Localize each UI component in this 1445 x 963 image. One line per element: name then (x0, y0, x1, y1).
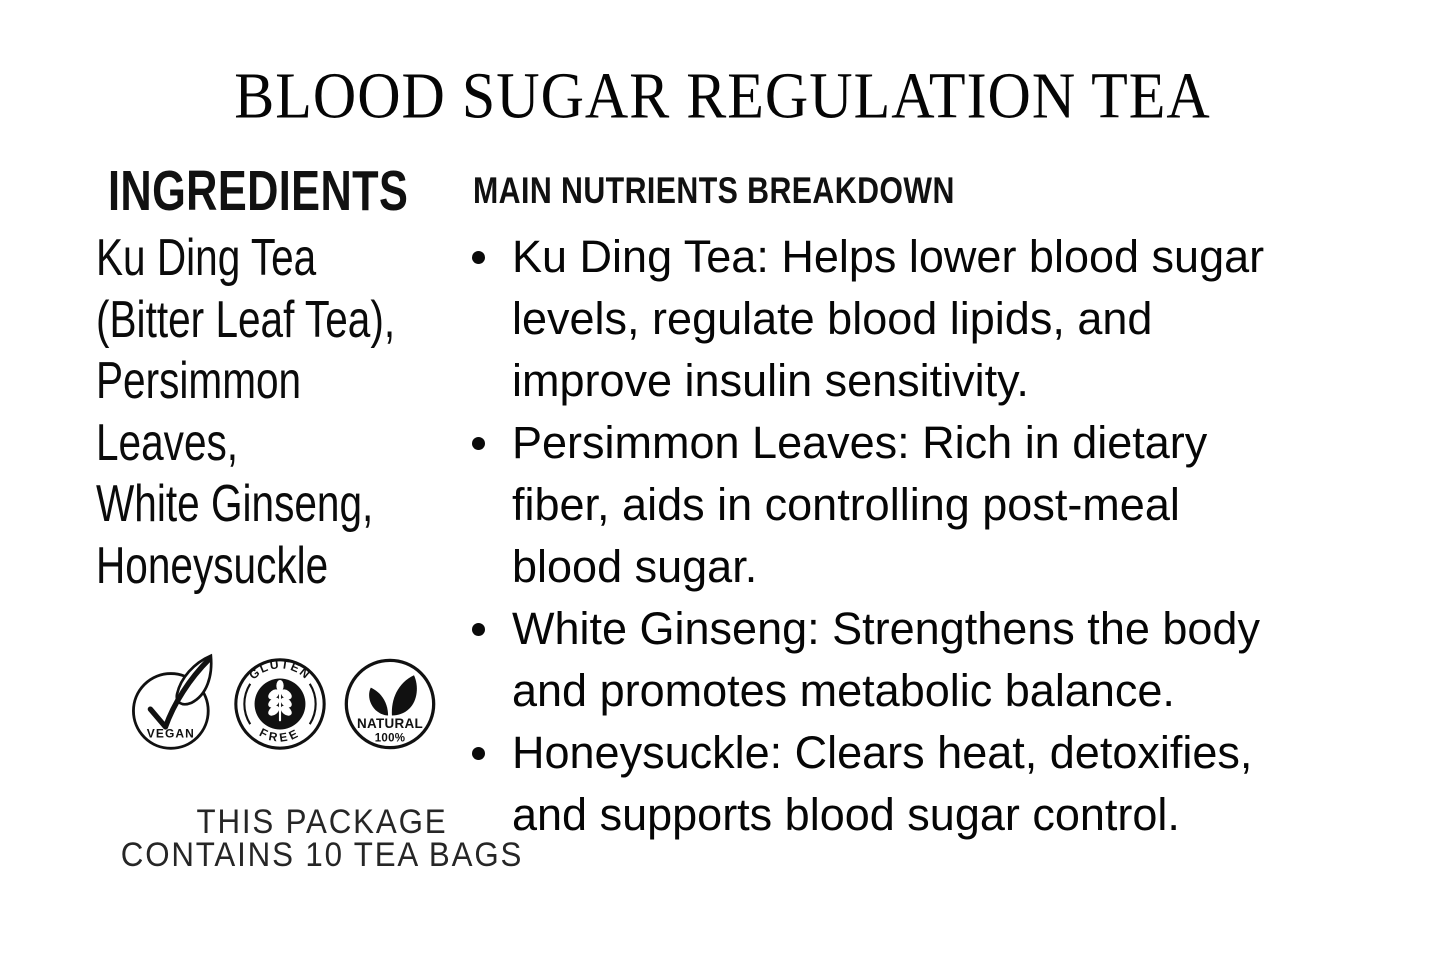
nutrients-list (466, 226, 1292, 846)
package-note-line: CONTAINS 10 TEA BAGS (120, 836, 524, 874)
natural-badge-icon (342, 656, 438, 752)
ingredient-line: Honeysuckle (96, 536, 329, 595)
gluten-free-badge-bottom-label: FREE (257, 725, 303, 745)
ingredients-heading: INGREDIENTS (108, 159, 409, 223)
gluten-free-badge-icon (232, 656, 328, 752)
vegan-badge-label: VEGAN (146, 726, 195, 741)
ingredient-line: Persimmon (96, 352, 302, 410)
nutrient-item: Persimmon Leaves: Rich in dietary fiber, aids in controlling post-meal blood sugar. (466, 412, 1292, 598)
leaves-icon (369, 675, 417, 715)
ingredients-list (96, 228, 395, 597)
nutrient-item: White Ginseng: Strengthens the body and promotes metabolic balance. (466, 598, 1292, 722)
right-arc (310, 684, 316, 724)
gluten-free-badge-top-label: GLUTEN (246, 657, 314, 683)
page-title: BLOOD SUGAR REGULATION TEA (234, 59, 1211, 132)
natural-badge-label: NATURAL (357, 716, 423, 731)
natural-badge-percent-label: 100% (374, 732, 406, 745)
nutrient-item: Honeysuckle: Clears heat, detoxifies, and supports blood sugar control. (466, 722, 1292, 846)
package-note-line: THIS PACKAGE (196, 803, 448, 841)
ingredient-line: (Bitter Leaf Tea), (96, 290, 396, 349)
vegan-badge-icon (129, 652, 218, 752)
ingredient-line: White Ginseng, (96, 475, 374, 533)
ingredient-line: Leaves, (96, 413, 239, 472)
badges-row (129, 652, 438, 752)
left-arc (244, 684, 250, 724)
ingredient-line: Ku Ding Tea (96, 229, 317, 287)
nutrients-heading: MAIN NUTRIENTS BREAKDOWN (473, 170, 955, 211)
nutrient-item: Ku Ding Tea: Helps lower blood sugar levels, regulate blood lipids, and improve insulin sensitivity. (466, 226, 1292, 412)
